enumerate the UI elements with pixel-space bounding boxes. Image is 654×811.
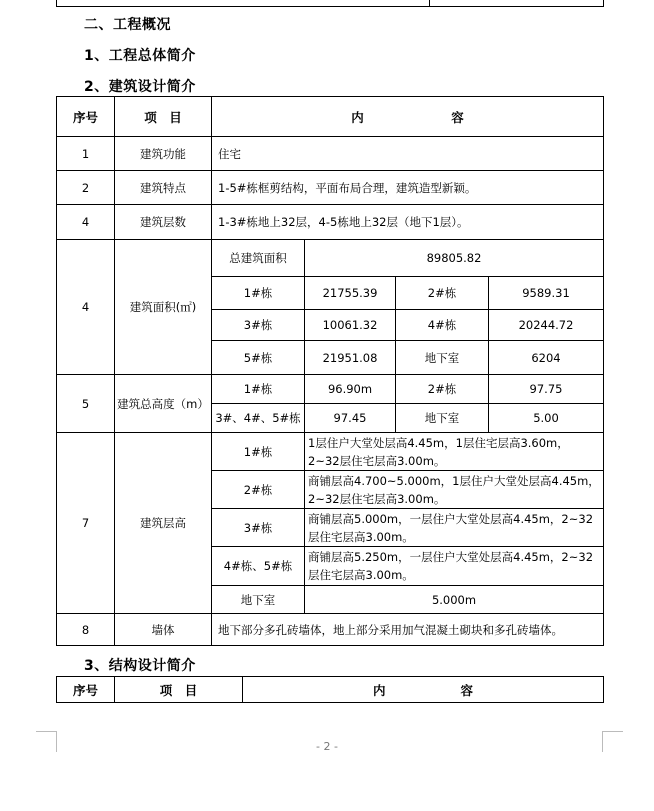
height-basement-label: 地下室 (396, 404, 489, 433)
row-no: 2 (57, 171, 115, 205)
table-row (57, 375, 604, 404)
floor-building-label: 4#栋、5#栋 (212, 547, 305, 586)
height-building-label: 3#、4#、5#栋 (212, 404, 305, 433)
area-basement-value: 6204 (489, 341, 604, 375)
row-item: 建筑总高度（m） (115, 375, 212, 433)
area-building-value: 21755.39 (305, 277, 396, 310)
header-content: 内 容 (212, 97, 604, 137)
row-no: 5 (57, 375, 115, 433)
section-heading-architecture: 2、建筑设计简介 (84, 79, 196, 95)
table-header-row (57, 97, 604, 137)
row-item: 墙体 (115, 614, 212, 646)
height-building-value: 97.75 (489, 375, 604, 404)
floor-building-text: 商铺层高4.700~5.000m，1层住户大堂处层高4.45m，2~32层住宅层高3.00m。 (305, 471, 604, 509)
floor-building-label: 3#栋 (212, 509, 305, 547)
row-no: 1 (57, 137, 115, 171)
area-building-value: 9589.31 (489, 277, 604, 310)
section-heading-structure: 3、结构设计简介 (84, 658, 196, 674)
area-building-label: 2#栋 (396, 277, 489, 310)
table-row (57, 205, 604, 240)
area-building-label: 4#栋 (396, 310, 489, 341)
header-no: 序号 (57, 677, 115, 703)
floor-basement-label: 地下室 (212, 586, 305, 614)
section-heading-overview: 二、工程概况 (84, 17, 171, 33)
header-no: 序号 (57, 97, 115, 137)
row-no: 4 (57, 240, 115, 375)
row-content: 地下部分多孔砖墙体，地上部分采用加气混凝土砌块和多孔砖墙体。 (212, 614, 604, 646)
floor-building-label: 2#栋 (212, 471, 305, 509)
row-item: 建筑层数 (115, 205, 212, 240)
floor-basement-value: 5.000m (305, 586, 604, 614)
table-row (57, 137, 604, 171)
row-content: 1-5#栋框剪结构，平面布局合理，建筑造型新颖。 (212, 171, 604, 205)
area-total-label: 总建筑面积 (212, 240, 305, 277)
height-building-value: 96.90m (305, 375, 396, 404)
structure-table (56, 676, 604, 703)
row-item: 建筑特点 (115, 171, 212, 205)
table-row (57, 614, 604, 646)
area-total-value: 89805.82 (305, 240, 604, 277)
height-building-value: 97.45 (305, 404, 396, 433)
table-row (57, 171, 604, 205)
section-heading-general: 1、工程总体简介 (84, 48, 196, 64)
floor-building-text: 商铺层高5.000m，一层住户大堂处层高4.45m，2~32层住宅层高3.00m。 (305, 509, 604, 547)
header-item: 项 目 (115, 97, 212, 137)
area-building-value: 20244.72 (489, 310, 604, 341)
previous-table-bottom (56, 0, 604, 7)
table-row (57, 240, 604, 277)
row-item: 建筑层高 (115, 433, 212, 614)
row-no: 7 (57, 433, 115, 614)
header-item: 项 目 (115, 677, 243, 703)
floor-building-label: 1#栋 (212, 433, 305, 471)
header-content: 内 容 (243, 677, 604, 703)
area-building-label: 1#栋 (212, 277, 305, 310)
architecture-table (56, 96, 604, 646)
table-row (57, 433, 604, 471)
area-building-label: 3#栋 (212, 310, 305, 341)
page-number: - 2 - (316, 740, 338, 753)
height-basement-value: 5.00 (489, 404, 604, 433)
area-building-value: 21951.08 (305, 341, 396, 375)
row-no: 4 (57, 205, 115, 240)
row-item: 建筑功能 (115, 137, 212, 171)
floor-building-text: 1层住户大堂处层高4.45m，1层住宅层高3.60m，2~32层住宅层高3.00m。 (305, 433, 604, 471)
row-content: 1-3#栋地上32层，4-5栋地上32层（地下1层）。 (212, 205, 604, 240)
row-content: 住宅 (212, 137, 604, 171)
row-item: 建筑面积(㎡) (115, 240, 212, 375)
table-header-row (57, 677, 604, 703)
height-building-label: 1#栋 (212, 375, 305, 404)
height-building-label: 2#栋 (396, 375, 489, 404)
area-basement-label: 地下室 (396, 341, 489, 375)
area-building-value: 10061.32 (305, 310, 396, 341)
row-no: 8 (57, 614, 115, 646)
floor-building-text: 商铺层高5.250m，一层住户大堂处层高4.45m，2~32层住宅层高3.00m。 (305, 547, 604, 586)
area-building-label: 5#栋 (212, 341, 305, 375)
